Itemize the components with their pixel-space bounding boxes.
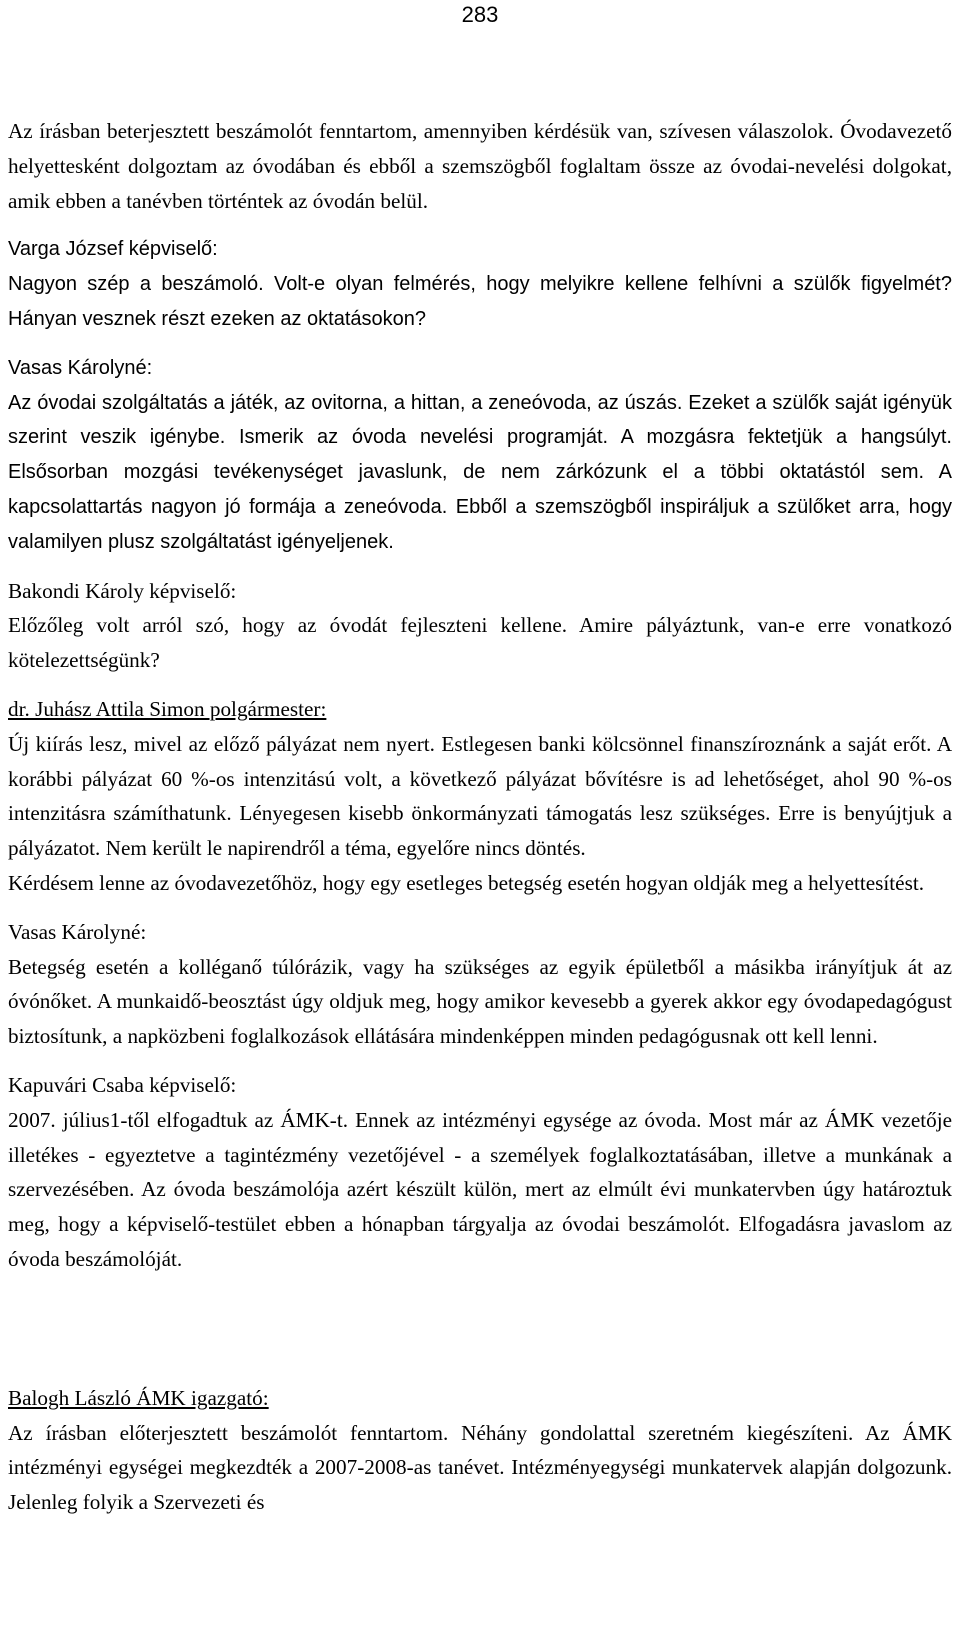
juhasz-attila-simon-text: Új kiírás lesz, mivel az előző pályázat nem nyert. Estlegesen banki kölcsönnel finanszíroznánk a saját erőt. A korábbi pályázat 60 %-os intenzitású volt, a következő pályázat bővítésre is ad lehetőséget, ahol 90 %-os intenzitásra számíthatunk. Lényegesen kisebb önkormányzati támogatás lesz szükséges. Erre is benyújtjuk a pályázatot. Nem került le napirendről a téma, egyelőre nincs döntés. <box>8 731 952 861</box>
speaker-bakondi-karoly: Bakondi Károly képviselő: <box>8 578 237 603</box>
speaker-balogh-laszlo: Balogh László ÁMK igazgató: <box>8 1385 269 1410</box>
varga-jozsef-text: Nagyon szép a beszámoló. Volt-e olyan felmérés, hogy melyikre kellene felhívni a szülők figyelmét? Hányan vesznek részt ezeken az oktatásokon? <box>8 273 952 330</box>
vasas-karolyne-text: Az óvodai szolgáltatás a játék, az ovitorna, a hittan, a zeneóvoda, az úszás. Ezeket a szülők saját igényük szerint veszik igénybe. Ismerik az óvoda nevelési programját. A mozgásra fektetjük a hangsúlyt. Elsősorban mozgási tevékenységet javaslunk, de nem zárkózunk el a többi oktatástól sem. A kapcsolattartás nagyon jó formája a zeneóvoda. Ebből a szemszögből inspiráljuk a szülőket arra, hogy valamilyen plusz szolgáltatást igényeljenek. <box>8 391 952 553</box>
intro-paragraph: Az írásban beterjesztett beszámolót fenntartom, amennyiben kérdésük van, szívesen válaszolok. Óvodavezető helyettesként dolgoztam az óvodában és ebből a szemszögből foglaltam össze az óvodai-nevelési dolgokat, amik ebben a tanévben történtek az óvodán belül. <box>8 119 952 213</box>
speaker-juhasz-attila-simon: dr. Juhász Attila Simon polgármester: <box>8 696 327 721</box>
vasas-karolyne-text-2: Betegség esetén a kolléganő túlórázik, vagy ha szükséges az egyik épületből a másikba irányítjuk át az óvónőket. A munkaidő-beosztást úgy oldjuk meg, hogy amikor kevesebb a gyerek akkor egy óvodapedagógust biztosítunk, a napközbeni foglalkozások ellátására mindenképpen minden pedagógusnak ott kell lenni. <box>8 954 952 1049</box>
juhasz-attila-simon-question: Kérdésem lenne az óvodavezetőhöz, hogy egy esetleges betegség esetén hogyan oldják meg a helyettesítést. <box>8 870 925 895</box>
bakondi-karoly-text: Előzőleg volt arról szó, hogy az óvodát fejleszteni kellene. Amire pályáztunk, van-e erre vonatkozó kötelezettségünk? <box>8 613 952 673</box>
speaker-vasas-karolyne-2: Vasas Károlyné: <box>8 919 147 944</box>
speaker-vasas-karolyne: Vasas Károlyné: <box>8 356 153 379</box>
speaker-varga-jozsef: Varga József képviselő: <box>8 238 218 261</box>
balogh-laszlo-text: Az írásban előterjesztett beszámolót fenntartom. Néhány gondolattal szeretném kiegészíteni. Az ÁMK intézményi egységei megkezdték a 2007-2008-as tanévet. Intézményegységi munkatervek alapján dolgozunk. Jelenleg folyik a Szervezeti és <box>8 1420 952 1515</box>
speaker-kapuvari-csaba: Kapuvári Csaba képviselő: <box>8 1072 237 1097</box>
minutes-body <box>8 114 952 1520</box>
page-number: 283 <box>461 2 499 27</box>
kapuvari-csaba-text: 2007. július1-től elfogadtuk az ÁMK-t. Ennek az intézményi egysége az óvoda. Most már az ÁMK vezetője illetékes - egyeztetve a tagintézmény vezetőjével - a személyek foglalkoztatásában, illetve a munkának a szervezésében. Az óvoda beszámolója azért készült külön, mert az elmúlt évi munkatervben úgy határoztuk meg, hogy a képviselő-testület ebben a hónapban tárgyalja az óvodai beszámolót. Elfogadásra javaslom az óvoda beszámolóját. <box>8 1107 952 1271</box>
